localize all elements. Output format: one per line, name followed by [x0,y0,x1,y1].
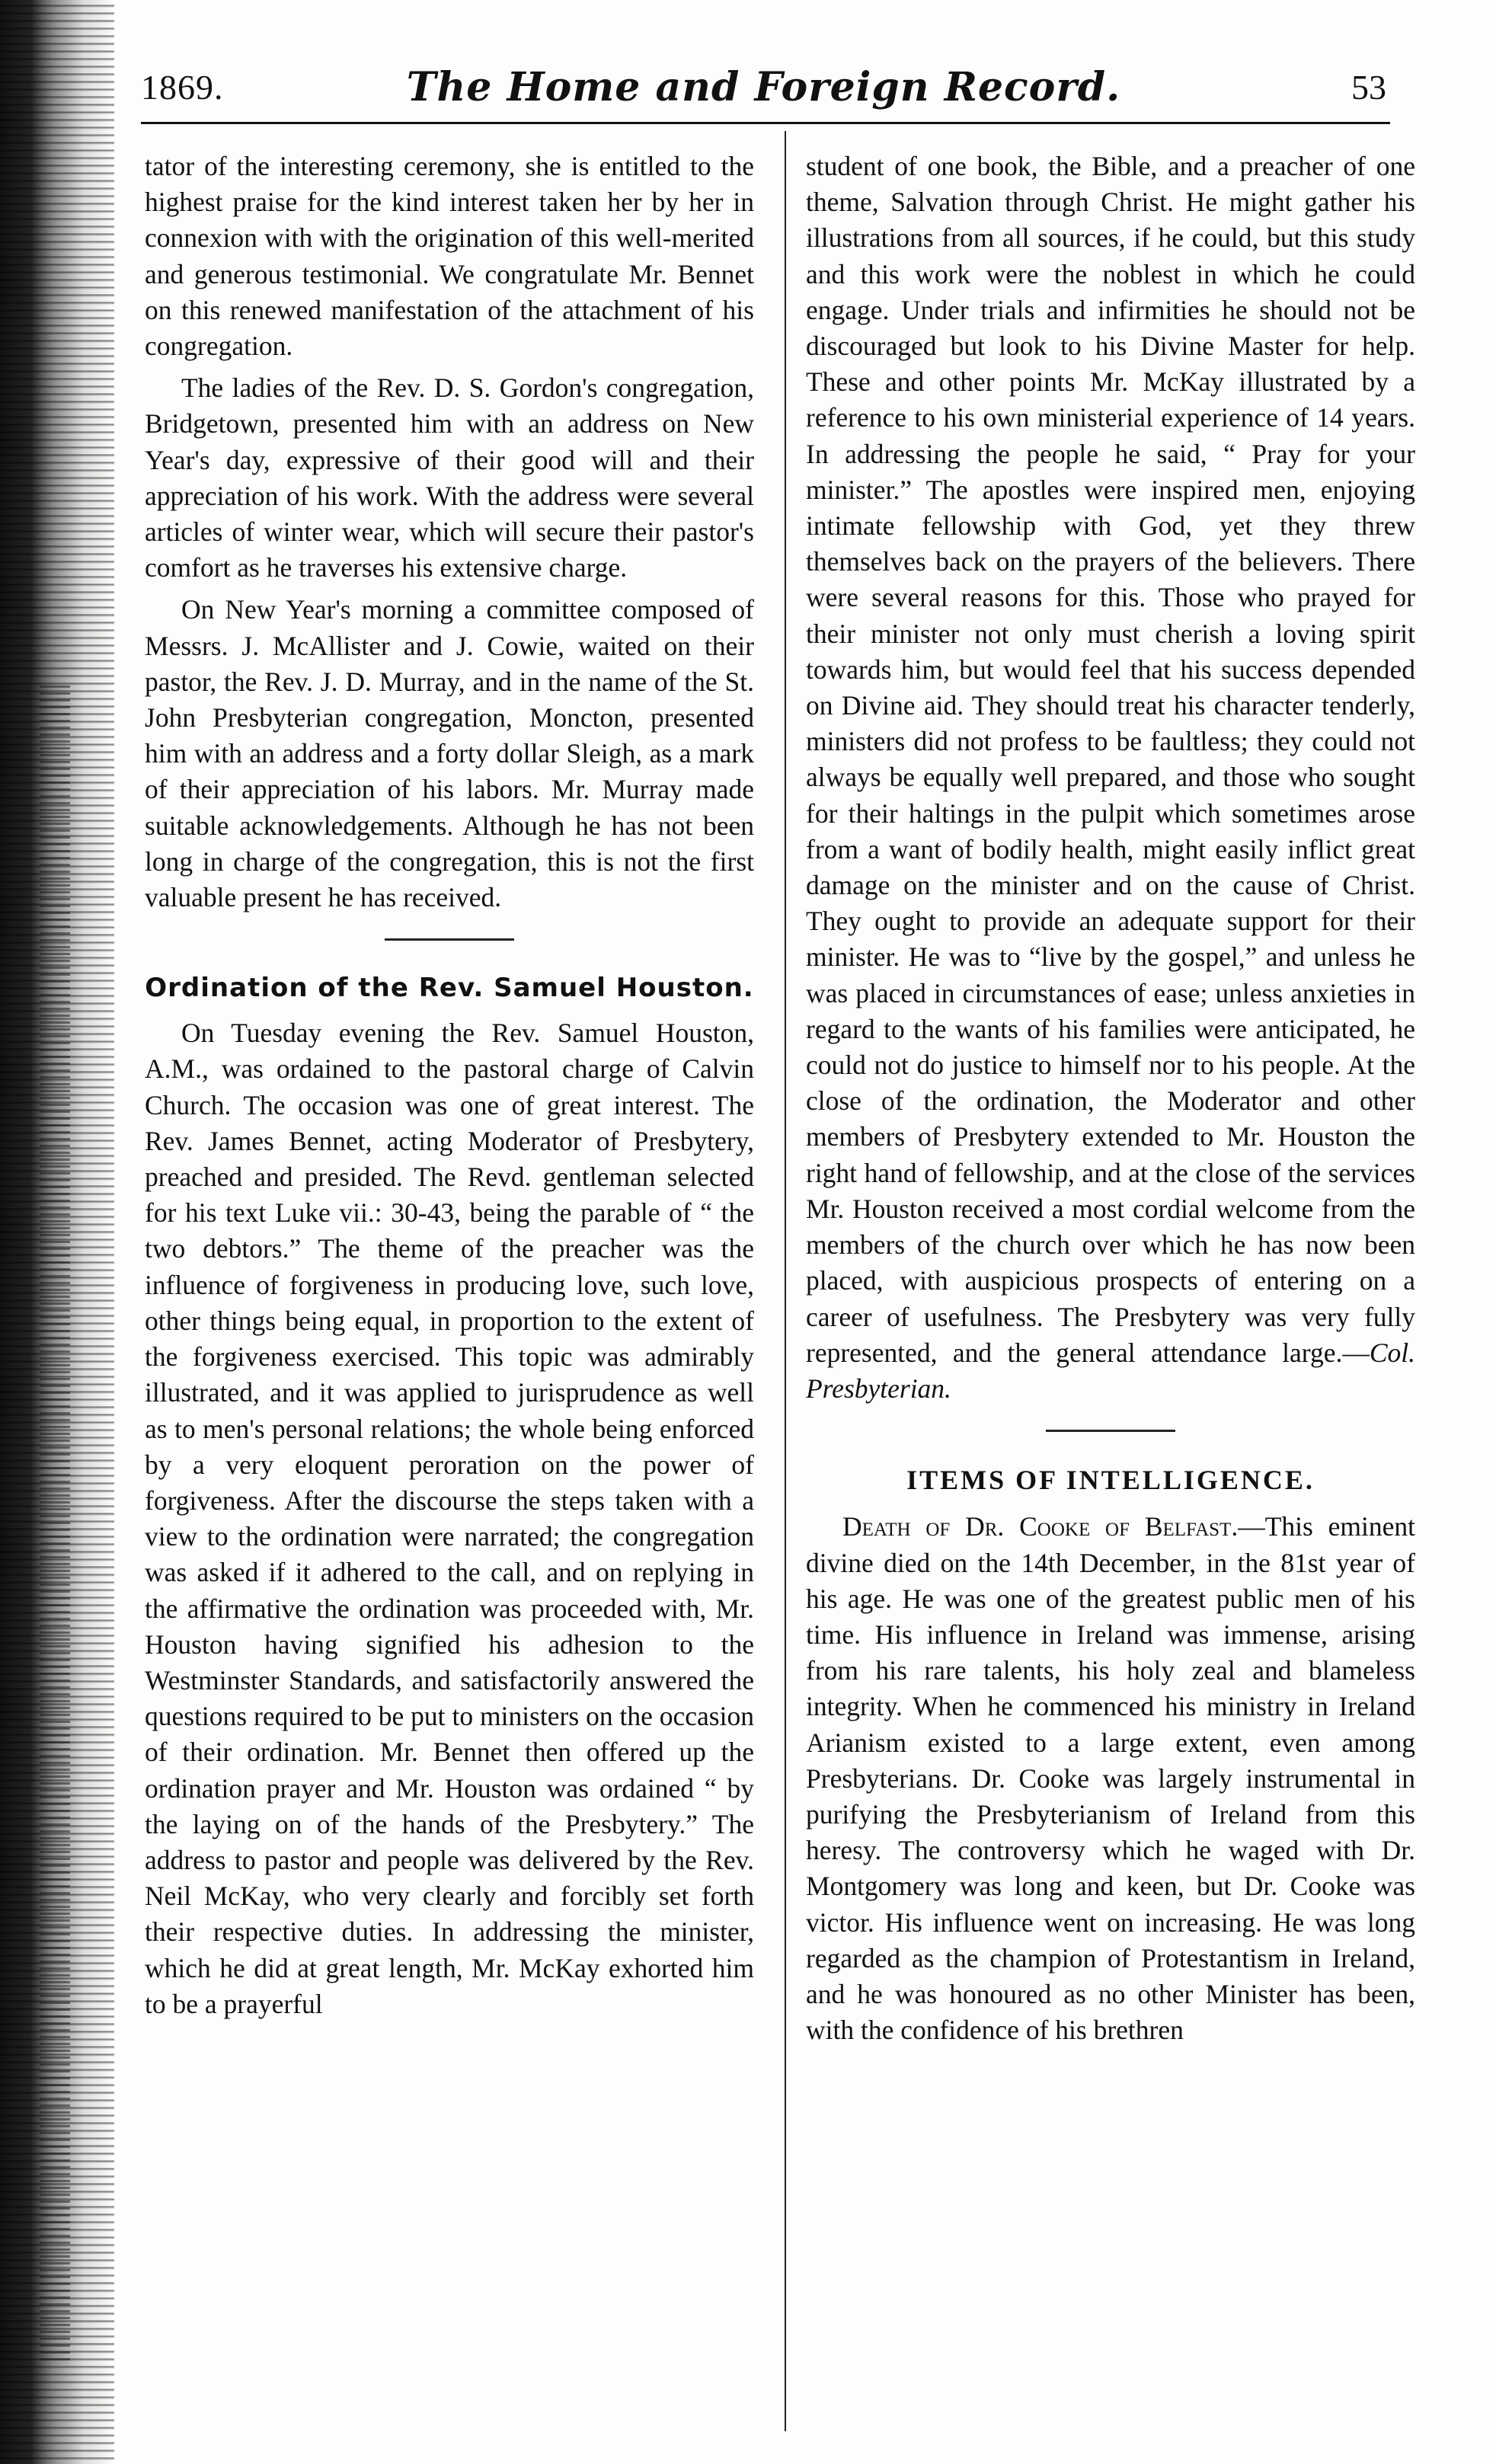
column-divider [785,131,786,2431]
source-citation: Col. Presbyterian. [806,1337,1415,1404]
paragraph-gordon-address: The ladies of the Rev. D. S. Gordon's congregation, Bridgetown, presented him with an address on New Year's day, expressive of their good will and their appreciation of his work. With the address were several articles of winter wear, which will secure their pastor's comfort as he traverses his extensive charge. [145,372,754,583]
ordination-heading: Ordination of the Rev. Samuel Houston. [145,973,754,1004]
ordination-continued-text: student of one book, the Bible, and a preacher of one theme, Salvation through Christ. He might gather his illustrations from all sources, if he could, but this study and this work were the noblest in which he could engage. Under trials and infirmities he should not be discouraged but look to his Divine Master for help. These and other points Mr. McKay illustrated by a reference to his own ministerial experience of 14 years. In addressing the people he said, “ Pray for your minister.” The apostles were inspired men, enjoying intimate fellowship with God, yet they threw themselves back on the prayers of the believers. There were several reasons for this. Those who prayed for their minister not only must cherish a loving spirit towards him, but would feel that his success depended on Divine aid. They should treat his character tenderly, ministers did not profess to be faultless; they could not always be equally well prepared, and those who sought for their haltings in the pulpit which sometimes arose from a want of bodily health, might easily inflict great damage on the minister and on the cause of Christ. They ought to provide an adequate support for their minister. He was to “live by the gospel,” and unless he was placed in circumstances of ease; unless anxieties in regard to the wants of his families were anticipated, he could not do justice to himself nor to his people. At the close of the ordination, the Moderator and other members of Presbytery extended to Mr. Houston the right hand of fellowship, and at the close of the services Mr. Houston received a most cordial welcome from the members of the church over which he has now been placed, with auspicious prospects of entering on a career of usefulness. The Presbytery was very fully represented, and the general attendance large.— [806,151,1415,1368]
paragraph-murray-sleigh: On New Year's morning a committee composed of Messrs. J. McAllister and J. Cowie, waited on their pastor, the Rev. J. D. Murray, and in the name of the St. John Presbyterian congregation, Moncton, presented him with an address and a forty dollar Sleigh, as a mark of their appreciation of his labors. Mr. Murray made suitable acknowledgements. Although he has not been long in charge of the congregation, this is not the first valuable present he has received. [145,594,754,913]
header-rule [141,122,1390,124]
cooke-text: This eminent divine died on the 14th December, in the 81st year of his age. He was one of the greatest public men of his time. His influence in Ireland was immense, arising from his rare talents, his holy zeal and blameless integrity. When he commenced his ministry in Ireland Arianism existed to a large extent, even among Presbyterians. Dr. Cooke was largely instrumental in purifying the Presbyterianism of Ireland from this heresy. The controversy which he waged with Dr. Montgomery was long and keen, but Dr. Cooke was victor. His influence went on increasing. He was long regarded as the champion of Protestantism in Ireland, and he was honoured as no other Minister has been, with the confidence of his brethren [806,1511,1416,2046]
paragraph-bennet-testimonial: tator of the interesting ceremony, she is entitled to the highest praise for the kind interest taken her by her in connexion with with the origination of this well-merited and generous testimonial. We congratulate Mr. Bennet on this renewed manifestation of the attachment of his congregation. [145,151,754,362]
items-heading: ITEMS OF INTELLIGENCE. [906,1465,1315,1496]
section-divider-items [1046,1430,1175,1432]
running-header [141,64,1386,120]
paragraph-ordination: On Tuesday evening the Rev. Samuel Houston, A.M., was ordained to the pastoral charge of Calvin Church. The occasion was one of great interest. The Rev. James Bennet, acting Moderator of Presbytery, preached and presided. The Revd. gentleman selected for his text Luke vii.: 30-43, being the parable of “ the two debtors.” The theme of the preacher was the influence of forgiveness in producing love, such love, other things being equal, in proportion to the extent of the forgiveness exercised. This topic was admirably illustrated, and it was applied to jurisprudence as well as to men's personal relations; the whole being enforced by a very eloquent peroration on the power of forgiveness. After the discourse the steps taken with a view to the ordination were narrated; the congregation was asked if it adhered to the call, and on replying in the affirmative the ordination was proceeded with, Mr. Houston having signified his adhesion to the Westminster Standards, and satisfactorily answered the questions required to be put to ministers on the occasion of their ordination. Mr. Bennet then offered up the ordination prayer and Mr. Houston was ordained “ by the laying on of the hands of the Presbytery.” The address to pastor and people was delivered by the Rev. Neil McKay, who very clearly and forcibly set forth their respective duties. In addressing the minister, which he did at great length, Mr. McKay exhorted him to be a prayerful [145,1018,754,2019]
page-number: 53 [1351,68,1386,107]
paragraph-ordination-continued [806,149,1415,1407]
book-binding-edge [0,0,114,2464]
paragraph-cooke-death: Death of Dr. Cooke of Belfast.—This eminent divine died on the 14th December, in the 81st year of his age. He was one of the greatest public men of his time. His influence in Ireland was immense, arising from his rare talents, his holy zeal and blameless integrity. When he commenced his ministry in Ireland Arianism existed to a large extent, even among Presbyterians. Dr. Cooke was largely instrumental in purifying the Presbyterianism of Ireland from this heresy. The controversy which he waged with Dr. Montgomery was long and keen, but Dr. Cooke was victor. His influence went on increasing. He was long regarded as the champion of Protestantism in Ireland, and he was honoured as no other Minister has been, with the confidence of his brethren [806,1511,1416,2046]
page-year: 1869. [141,68,224,107]
cooke-lead-in: Death of Dr. Cooke of Belfast. [842,1511,1239,1542]
left-column [145,149,754,2022]
journal-title: The Home and Foreign Record. [406,64,1121,110]
right-column [806,149,1415,2048]
section-divider [385,938,514,941]
